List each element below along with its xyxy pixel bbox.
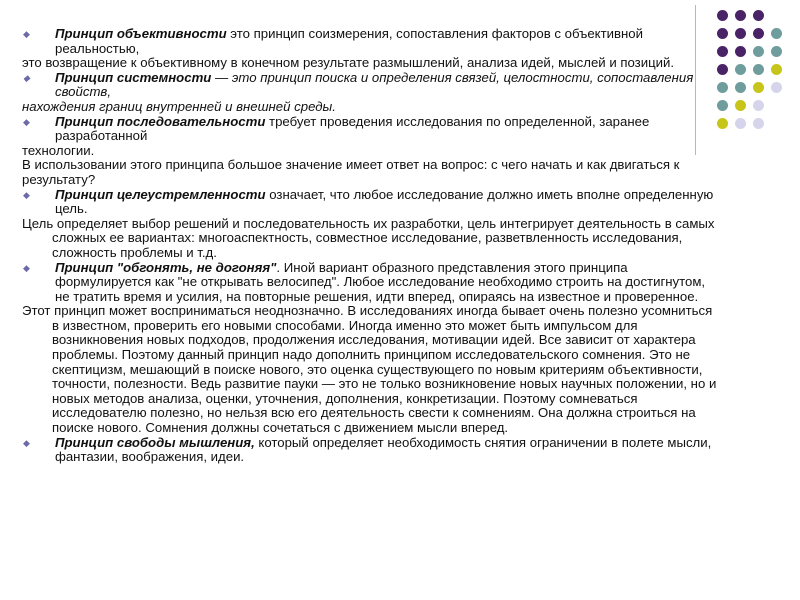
principle-heading: Принцип целеустремленности bbox=[55, 186, 266, 202]
principle-objectivity bbox=[22, 27, 722, 56]
paragraph-text: . Иной вариант образного представления этого принципа формулируется как "не открывать велосипед". Любое исследование необходимо строить на достигнутом, не тратить время и усилия, на повторные решения, идти вперед, опираясь на известное и проверенное. bbox=[55, 259, 706, 304]
overtake-explanation bbox=[22, 304, 722, 435]
dot bbox=[771, 64, 782, 75]
slide-text-body bbox=[22, 27, 722, 465]
dot bbox=[753, 82, 764, 93]
bullet-icon: ◆ bbox=[23, 262, 30, 273]
principle-purposefulness bbox=[22, 188, 722, 217]
dot bbox=[735, 118, 746, 129]
paragraph-text: требует проведения исследования по определенной, заранее разработанной bbox=[55, 113, 650, 144]
bullet-icon: ◆ bbox=[23, 189, 30, 200]
sequence-continuation bbox=[22, 144, 722, 159]
dot bbox=[735, 82, 746, 93]
bullet-icon: ◆ bbox=[23, 437, 30, 448]
dot bbox=[771, 46, 782, 57]
sequence-explanation bbox=[22, 158, 722, 187]
principle-freedom-of-thought bbox=[22, 436, 722, 465]
dot bbox=[735, 28, 746, 39]
dot bbox=[735, 46, 746, 57]
principle-heading: Принцип последовательности bbox=[55, 113, 266, 129]
dot bbox=[753, 118, 764, 129]
principle-heading: Принцип объективности bbox=[55, 26, 227, 41]
purposefulness-explanation bbox=[22, 217, 722, 261]
paragraph-text: — это принцип поиска и определения связей, целостности, сопоставления свойств, bbox=[55, 69, 694, 100]
principle-heading: Принцип свободы мышления, bbox=[55, 434, 255, 450]
dot bbox=[753, 10, 764, 21]
dot bbox=[771, 28, 782, 39]
bullet-icon: ◆ bbox=[23, 29, 30, 39]
dot bbox=[735, 10, 746, 21]
dot bbox=[753, 46, 764, 57]
dot bbox=[771, 82, 782, 93]
objectivity-continuation bbox=[22, 56, 722, 71]
principle-sequence bbox=[22, 115, 722, 144]
paragraph-text: Этот принцип может восприниматься неоднозначно. В исследованиях иногда бывает очень полезно усомниться в известном, проверить его новыми способами. Иногда именно это может быть импульсом для возникновения новых подходов, продолжения исследования, мотивации идей. Все зависит от характера проблемы. Поэтому данный принцип надо дополнить принципом исследовательского сомнения. Это не скептицизм, мешающий в поиске нового, это оценка существующего по новым критериям объективности, точности, полезности. Ведь развитие пауки — это не только возникновение новых научных положении, но и новых методов анализа, оценки, уточнения, дополнения, конкретизации. Поэтому сомневаться исследователю полезно, но нельзя всю его деятельность свести к сомнениям. Она должна строиться на поиске нового. Сомнения должны сочетаться с движением мысли вперед. bbox=[22, 303, 717, 436]
principle-overtake bbox=[22, 261, 722, 305]
bullet-icon: ◆ bbox=[23, 72, 30, 83]
paragraph-text: нахождения границ внутренней и внешней среды. bbox=[22, 98, 336, 114]
dot bbox=[735, 100, 746, 111]
paragraph-text: это принцип соизмерения, сопоставления факторов с объективной реальностью, bbox=[55, 26, 643, 56]
bullet-icon: ◆ bbox=[23, 116, 30, 127]
paragraph-text: В использовании этого принципа большое значение имеет ответ на вопрос: с чего начать и как двигаться к результату? bbox=[22, 157, 680, 187]
principle-systemicity bbox=[22, 71, 722, 100]
systemicity-continuation bbox=[22, 100, 722, 115]
paragraph-text: Цель определяет выбор решений и последовательность их разработки, цель интегрирует деятельность в самых сложных ее вариантах: многоаспектность, совместное исследование, разветвленность исследования, сложность проблемы и т.д. bbox=[22, 215, 715, 260]
dot bbox=[753, 100, 764, 111]
paragraph-text: означает, что любое исследование должно иметь вполне определенную цель. bbox=[55, 186, 714, 217]
paragraph-text: который определяет необходимость снятия ограничении в полете мысли, фантазии, воображения, идеи. bbox=[55, 434, 712, 465]
paragraph-text: технологии. bbox=[22, 142, 95, 158]
dot bbox=[753, 64, 764, 75]
dot bbox=[753, 28, 764, 39]
dot bbox=[735, 64, 746, 75]
paragraph-text: это возвращение к объективному в конечном результате размышлений, анализа идей, мыслей и позиций. bbox=[22, 55, 675, 71]
principle-heading: Принцип "обгонять, не догоняя" bbox=[55, 259, 277, 275]
dot bbox=[717, 10, 728, 21]
principle-heading: Принцип системности bbox=[55, 69, 212, 85]
